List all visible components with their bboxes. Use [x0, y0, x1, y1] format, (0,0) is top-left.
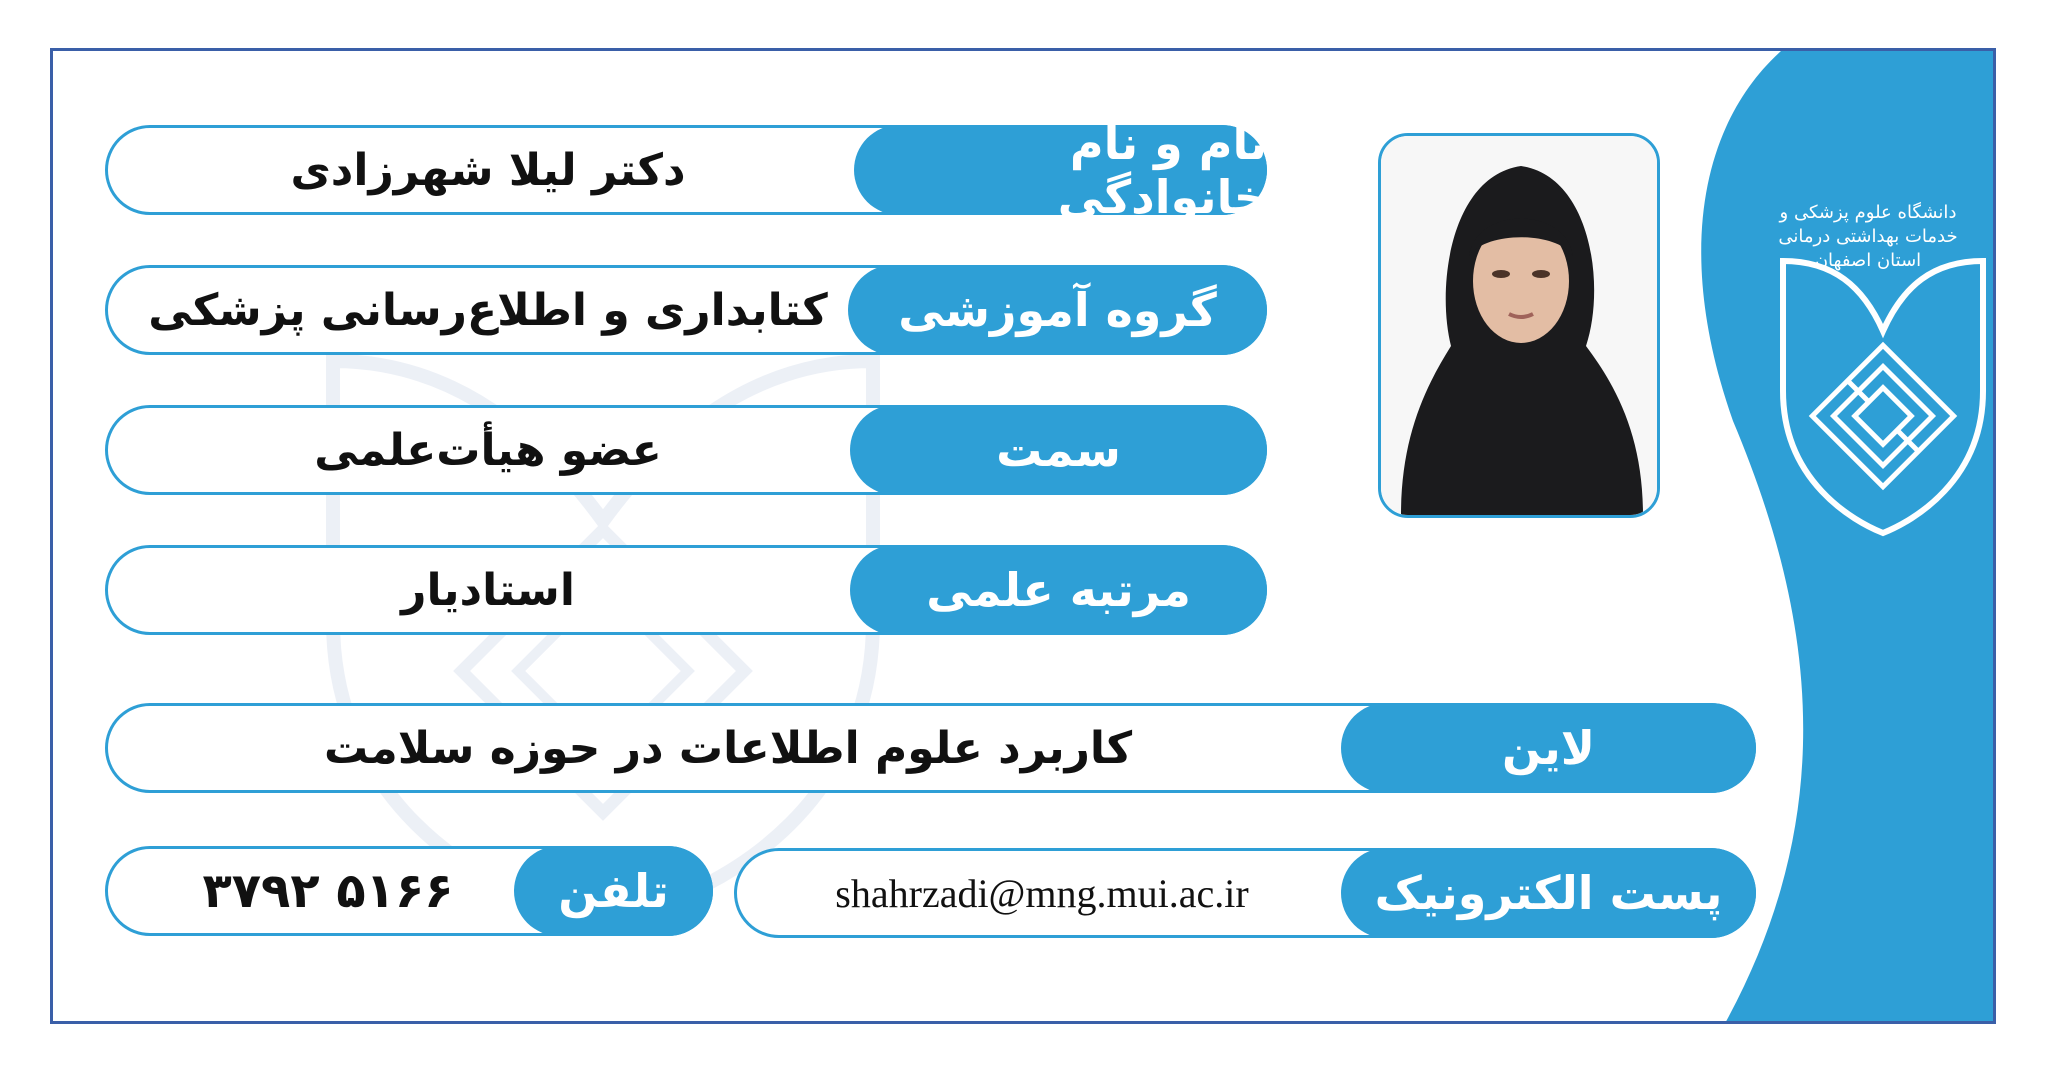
portrait-illustration [1381, 136, 1657, 515]
portrait-photo [1378, 133, 1660, 518]
email-label: پست الکترونیک [1341, 848, 1756, 938]
line-label: لاین [1341, 703, 1756, 793]
group-field [105, 265, 1267, 355]
position-value: عضو هیأت‌علمی [314, 424, 662, 476]
email-value: shahrzadi@mng.mui.ac.ir [835, 870, 1249, 916]
university-name-line2: استان اصفهان [1814, 250, 1922, 271]
name-value: دکتر لیلا شهرزادی [290, 144, 686, 196]
phone-label: تلفن [514, 846, 713, 936]
university-emblem-icon [1773, 251, 1993, 581]
id-card [50, 48, 1996, 1024]
group-label: گروه آموزشی [848, 265, 1267, 355]
name-label: نام و نام خانوادگی [854, 125, 1267, 215]
position-label: سمت [850, 405, 1267, 495]
group-value: کتابداری و اطلاع‌رسانی پزشکی [148, 284, 828, 336]
position-field [105, 405, 1267, 495]
phone-field [105, 846, 713, 936]
email-field [734, 848, 1756, 938]
name-field [105, 116, 1267, 224]
line-field [105, 703, 1756, 793]
rank-label: مرتبه علمی [850, 545, 1267, 635]
rank-field [105, 545, 1267, 635]
rank-value: استادیار [401, 564, 575, 616]
line-value: کاربرد علوم اطلاعات در حوزه سلامت [323, 722, 1133, 774]
phone-value: ۳۷۹۲ ۵۱۶۶ [202, 863, 454, 919]
university-name-line1: دانشگاه علوم پزشکی و خدمات بهداشتی درمانی [1778, 202, 1958, 247]
